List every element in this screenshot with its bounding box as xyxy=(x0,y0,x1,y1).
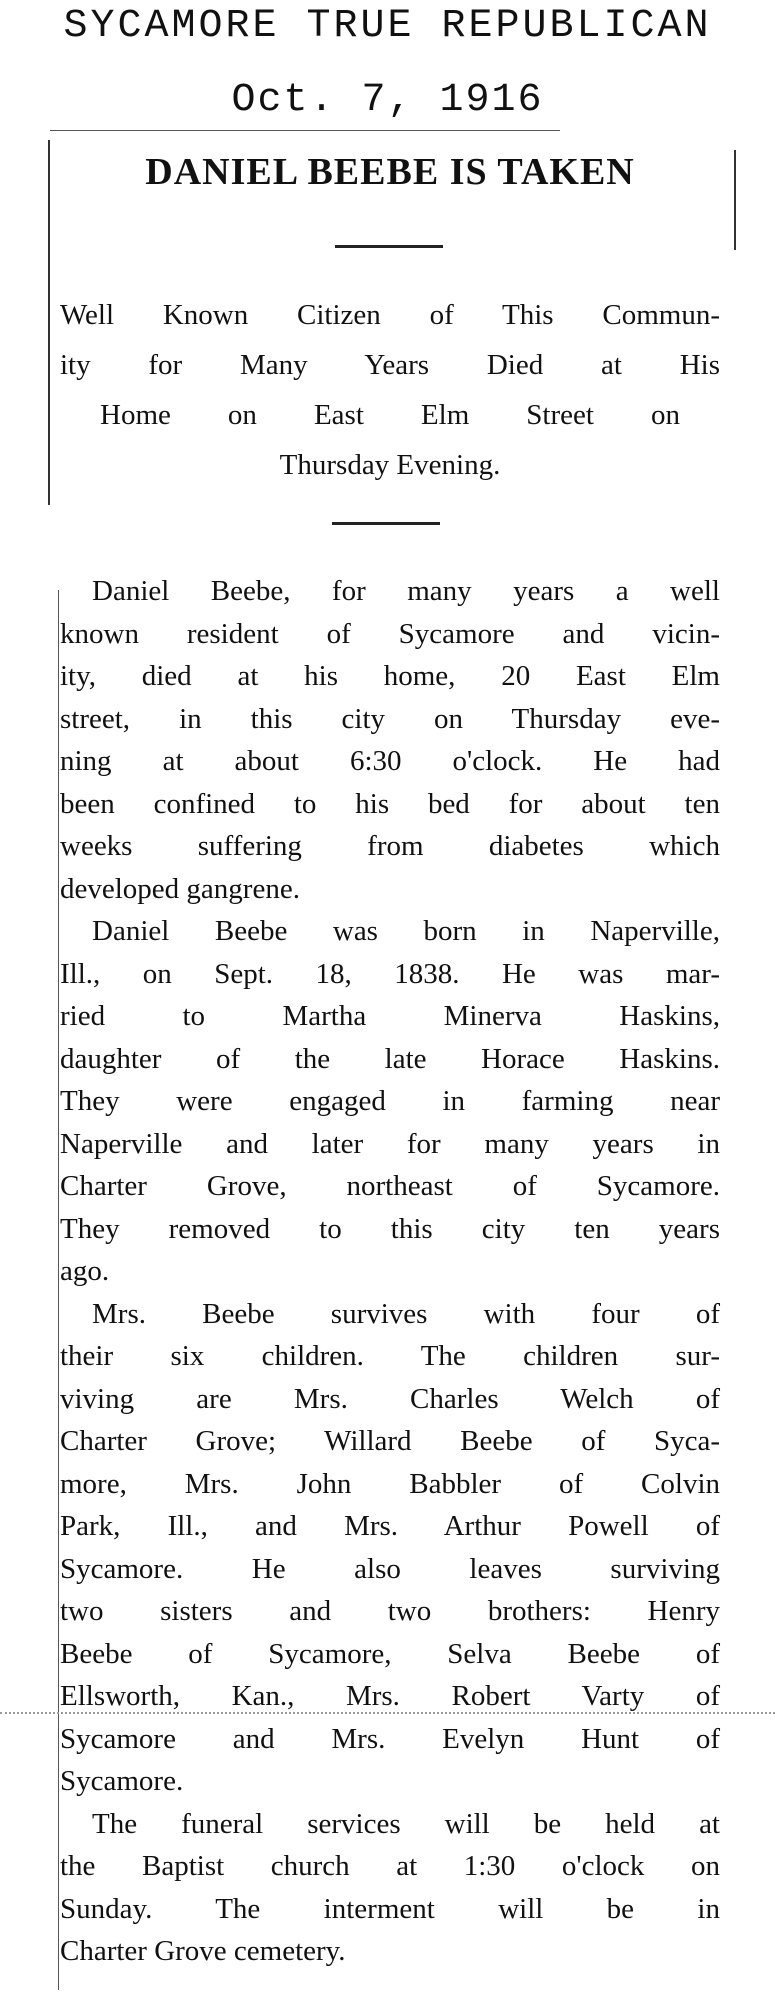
body-line: ity, died at his home, 20 East Elm xyxy=(60,660,720,692)
article-body xyxy=(60,570,720,1973)
body-line: Daniel Beebe was born in Naperville, xyxy=(92,915,720,947)
article-paragraph xyxy=(60,1803,720,1973)
date-underline xyxy=(50,130,560,131)
body-line: weeks suffering from diabetes which xyxy=(60,830,720,862)
body-line: known resident of Sycamore and vicin- xyxy=(60,617,720,650)
column-border-left-body xyxy=(58,590,59,1990)
clipping-dotted-line xyxy=(0,1712,775,1714)
body-line: Park, Ill., and Mrs. Arthur Powell of xyxy=(60,1510,720,1542)
body-line: street, in this city on Thursday eve- xyxy=(60,702,720,735)
body-line: Ill., on Sept. 18, 1838. He was mar- xyxy=(60,957,720,990)
deck-line: Well Known Citizen of This Commun- xyxy=(60,299,720,331)
body-line: daughter of the late Horace Haskins. xyxy=(60,1042,720,1075)
body-line: The funeral services will be held at xyxy=(92,1807,720,1840)
body-line: ried to Martha Minerva Haskins, xyxy=(60,1000,720,1032)
body-line: two sisters and two brothers: Henry xyxy=(60,1595,720,1627)
body-line: Charter Grove cemetery. xyxy=(60,1935,346,1967)
article-paragraph xyxy=(60,910,720,1293)
body-line: Charter Grove; Willard Beebe of Syca- xyxy=(60,1425,720,1457)
body-line: Mrs. Beebe survives with four of xyxy=(92,1297,720,1330)
body-line: Daniel Beebe, for many years a well xyxy=(92,575,720,607)
newspaper-name: SYCAMORE TRUE REPUBLICAN xyxy=(63,4,712,49)
column-border-right xyxy=(734,150,736,250)
body-line: Sunday. The interment will be in xyxy=(60,1892,720,1925)
body-line: Beebe of Sycamore, Selva Beebe of xyxy=(60,1637,720,1670)
body-line: They were engaged in farming near xyxy=(60,1085,720,1117)
body-line: Sycamore. He also leaves surviving xyxy=(60,1552,720,1585)
body-line: viving are Mrs. Charles Welch of xyxy=(60,1382,720,1415)
publication-date: Oct. 7, 1916 xyxy=(231,78,544,123)
body-line: more, Mrs. John Babbler of Colvin xyxy=(60,1467,720,1500)
deck-line: Thursday Evening. xyxy=(279,449,501,481)
column-border-left-top xyxy=(48,140,50,505)
body-line: Sycamore. xyxy=(60,1765,184,1797)
body-line: Sycamore and Mrs. Evelyn Hunt of xyxy=(60,1722,720,1755)
deck-line: ity for Many Years Died at His xyxy=(60,349,720,381)
body-line: Charter Grove, northeast of Sycamore. xyxy=(60,1170,720,1202)
body-line: Ellsworth, Kan., Mrs. Robert Varty of xyxy=(60,1680,720,1712)
body-line: They removed to this city ten years xyxy=(60,1212,720,1245)
deck-line: Home on East Elm Street on xyxy=(100,399,680,431)
article-headline: DANIEL BEEBE IS TAKEN xyxy=(145,151,635,193)
headline-divider xyxy=(335,245,443,248)
body-line: their six children. The children sur- xyxy=(60,1340,720,1372)
article-deck xyxy=(60,290,720,490)
body-line: Naperville and later for many years in xyxy=(60,1127,720,1160)
body-line: developed gangrene. xyxy=(60,872,300,905)
body-line: ning at about 6:30 o'clock. He had xyxy=(60,745,720,777)
body-line: the Baptist church at 1:30 o'clock on xyxy=(60,1850,720,1882)
body-line: ago. xyxy=(60,1255,110,1287)
body-line: been confined to his bed for about ten xyxy=(60,787,720,820)
deck-divider xyxy=(332,522,440,525)
article-paragraph xyxy=(60,570,720,910)
article-paragraph xyxy=(60,1293,720,1803)
